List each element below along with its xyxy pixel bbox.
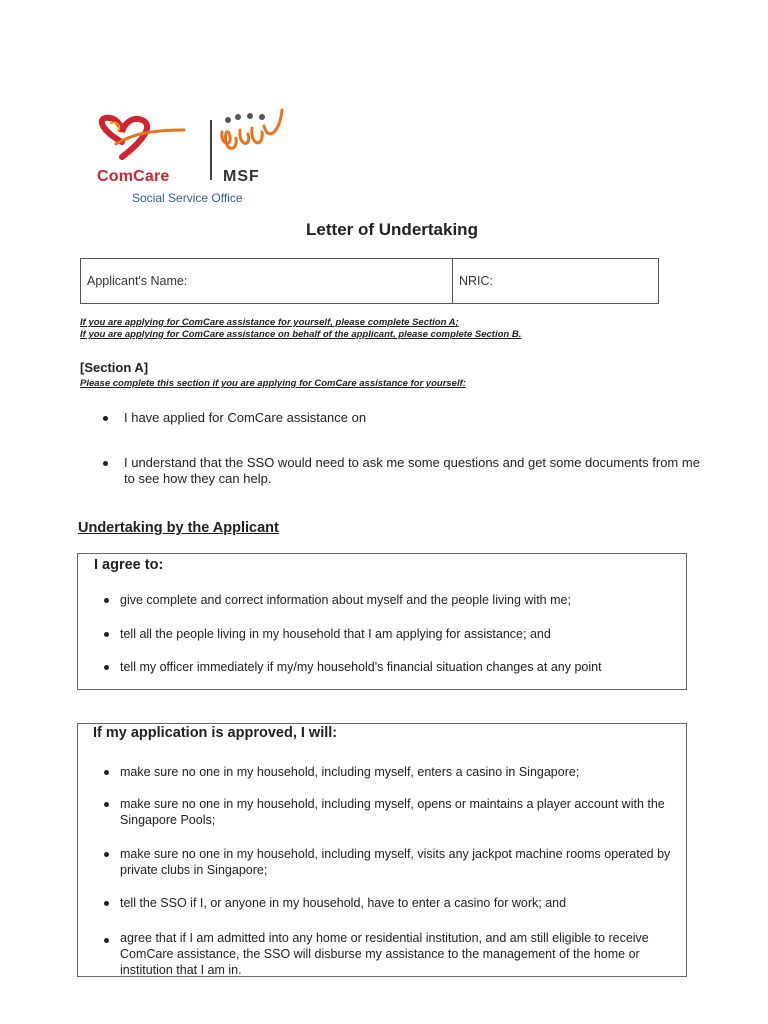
approved-item-5: agree that if I am admitted into any home or residential institution, and am still eligible to receive ComCare assistance, the SSO will disburse my assistance to the management of the home or institution that I am in. [120,931,649,977]
bullet-icon [104,938,109,943]
bullet-icon [104,665,109,670]
bullet-icon [104,632,109,637]
approved-item-4: tell the SSO if I, or anyone in my household, have to enter a casino for work; and [120,896,567,910]
comcare-logo-text: ComCare [97,168,170,185]
applicant-name-field[interactable] [81,259,453,303]
agree-item-2: tell all the people living in my household that I am applying for assistance; and [120,627,551,641]
nric-field[interactable] [453,259,658,303]
msf-logo-text: MSF [223,168,260,185]
bullet-icon [103,461,108,466]
sso-logo-text: Social Service Office [132,191,243,205]
approved-box-heading: If my application is approved, I will: [93,725,338,741]
section-a-heading: [Section A] [80,360,149,375]
approved-box [77,723,687,977]
bullet-icon [104,598,109,603]
page-title: Letter of Undertaking [306,220,478,239]
comcare-msf-logo-graphic [92,102,292,172]
agree-box-heading: I agree to: [94,557,164,573]
comcare-heart-icon [102,118,147,157]
applicant-name-label: Applicant's Name: [87,274,188,288]
section-a-note: Please complete this section if you are applying for ComCare assistance for yourself: [80,378,466,389]
msf-figures-icon [222,110,282,148]
logo-divider [210,120,212,180]
agree-item-1: give complete and correct information about myself and the people living with me; [120,593,571,607]
instruction-section-a: If you are applying for ComCare assistance for yourself, please complete Section A; [80,317,459,328]
approved-item-3: make sure no one in my household, including myself, visits any jackpot machine rooms operated by private clubs in Singapore; [120,847,671,877]
approved-item-2: make sure no one in my household, including myself, opens or maintains a player account with the Singapore Pools; [120,797,665,827]
nric-label: NRIC: [459,274,494,288]
bullet-icon [104,901,109,906]
bullet-icon [103,416,108,421]
approved-item-1: make sure no one in my household, including myself, enters a casino in Singapore; [120,765,580,779]
agree-box [77,553,687,690]
section-a-bullet-1: I have applied for ComCare assistance on [124,410,367,425]
applicant-table [80,258,659,304]
undertaking-heading: Undertaking by the Applicant [78,520,279,536]
logo-block [92,102,292,212]
bullet-icon [104,802,109,807]
bullet-icon [104,852,109,857]
bullet-icon [104,770,109,775]
instruction-section-b: If you are applying for ComCare assistance on behalf of the applicant, please complete Section B. [80,329,522,340]
section-a-bullet-2: I understand that the SSO would need to ask me some questions and get some documents from me to see how they can help. [124,455,700,486]
agree-item-3: tell my officer immediately if my/my household's financial situation changes at any point [120,660,602,674]
